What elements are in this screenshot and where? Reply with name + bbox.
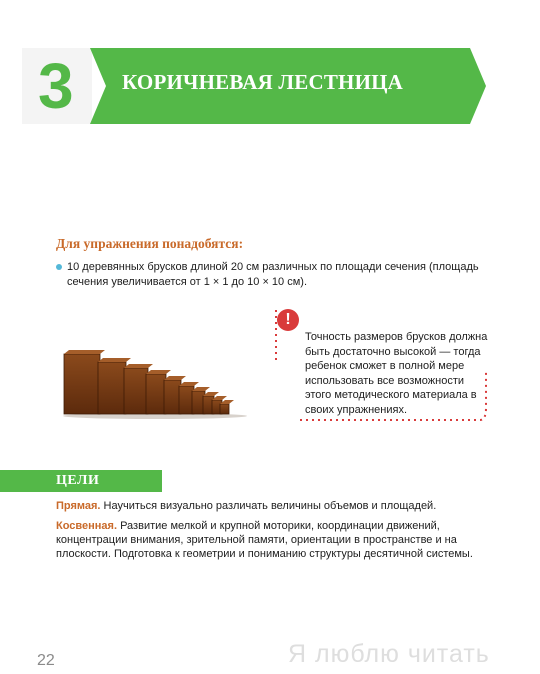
materials-heading: Для упражнения понадобятся: xyxy=(56,236,244,251)
wooden-block xyxy=(146,374,166,414)
wooden-block-top xyxy=(164,376,186,380)
goal-indirect xyxy=(56,519,496,561)
goal-indirect-label: Косвенная. xyxy=(56,520,118,532)
chapter-title: КОРИЧНЕВАЯ ЛЕСТНИЦА xyxy=(122,70,404,94)
wooden-block-top xyxy=(146,370,171,374)
goal-indirect-text: Развитие мелкой и крупной моторики, координации движений, концентрации внимания, зрительной памяти, ориентации в пространстве и на плоскости. Подготовка к геометрии и пониманию структуры десятичной системы. xyxy=(56,520,473,560)
wooden-block xyxy=(220,404,229,414)
materials-item-text: 10 деревянных брусков длиной 20 см различных по площади сечения (площадь сечения увеличивается от 1 × 1 до 10 × 10 см). xyxy=(67,261,479,288)
wooden-block-top xyxy=(179,382,199,386)
chapter-header xyxy=(0,48,540,124)
wooden-block-top xyxy=(192,387,210,391)
goal-direct-label: Прямая. xyxy=(56,500,101,512)
brown-stairs-image xyxy=(60,350,250,420)
bullet-icon xyxy=(56,264,62,270)
note-text: Точность размеров брусков должна быть достаточно высокой — тогда ребенок сможет в полной мере использовать все возможности этого методического материала в своих упражнениях. xyxy=(305,331,488,416)
page-number: 22 xyxy=(37,652,55,669)
goals-heading: ЦЕЛИ xyxy=(56,473,100,488)
wooden-block xyxy=(98,362,126,414)
watermark: Я люблю читать xyxy=(288,640,490,668)
exclamation-icon: ! xyxy=(277,309,299,331)
goal-direct xyxy=(56,499,496,513)
wooden-block-top xyxy=(124,364,153,368)
wooden-block xyxy=(64,354,100,414)
wooden-block xyxy=(164,380,181,414)
goal-direct-text: Научиться визуально различать величины объемов и площадей. xyxy=(100,500,437,512)
wooden-block-top xyxy=(98,358,131,362)
materials-list-item xyxy=(56,260,496,289)
wooden-block-top xyxy=(64,350,105,354)
goals-heading-bar xyxy=(0,470,162,492)
chapter-number: 3 xyxy=(38,50,74,122)
wooden-block xyxy=(124,368,148,414)
